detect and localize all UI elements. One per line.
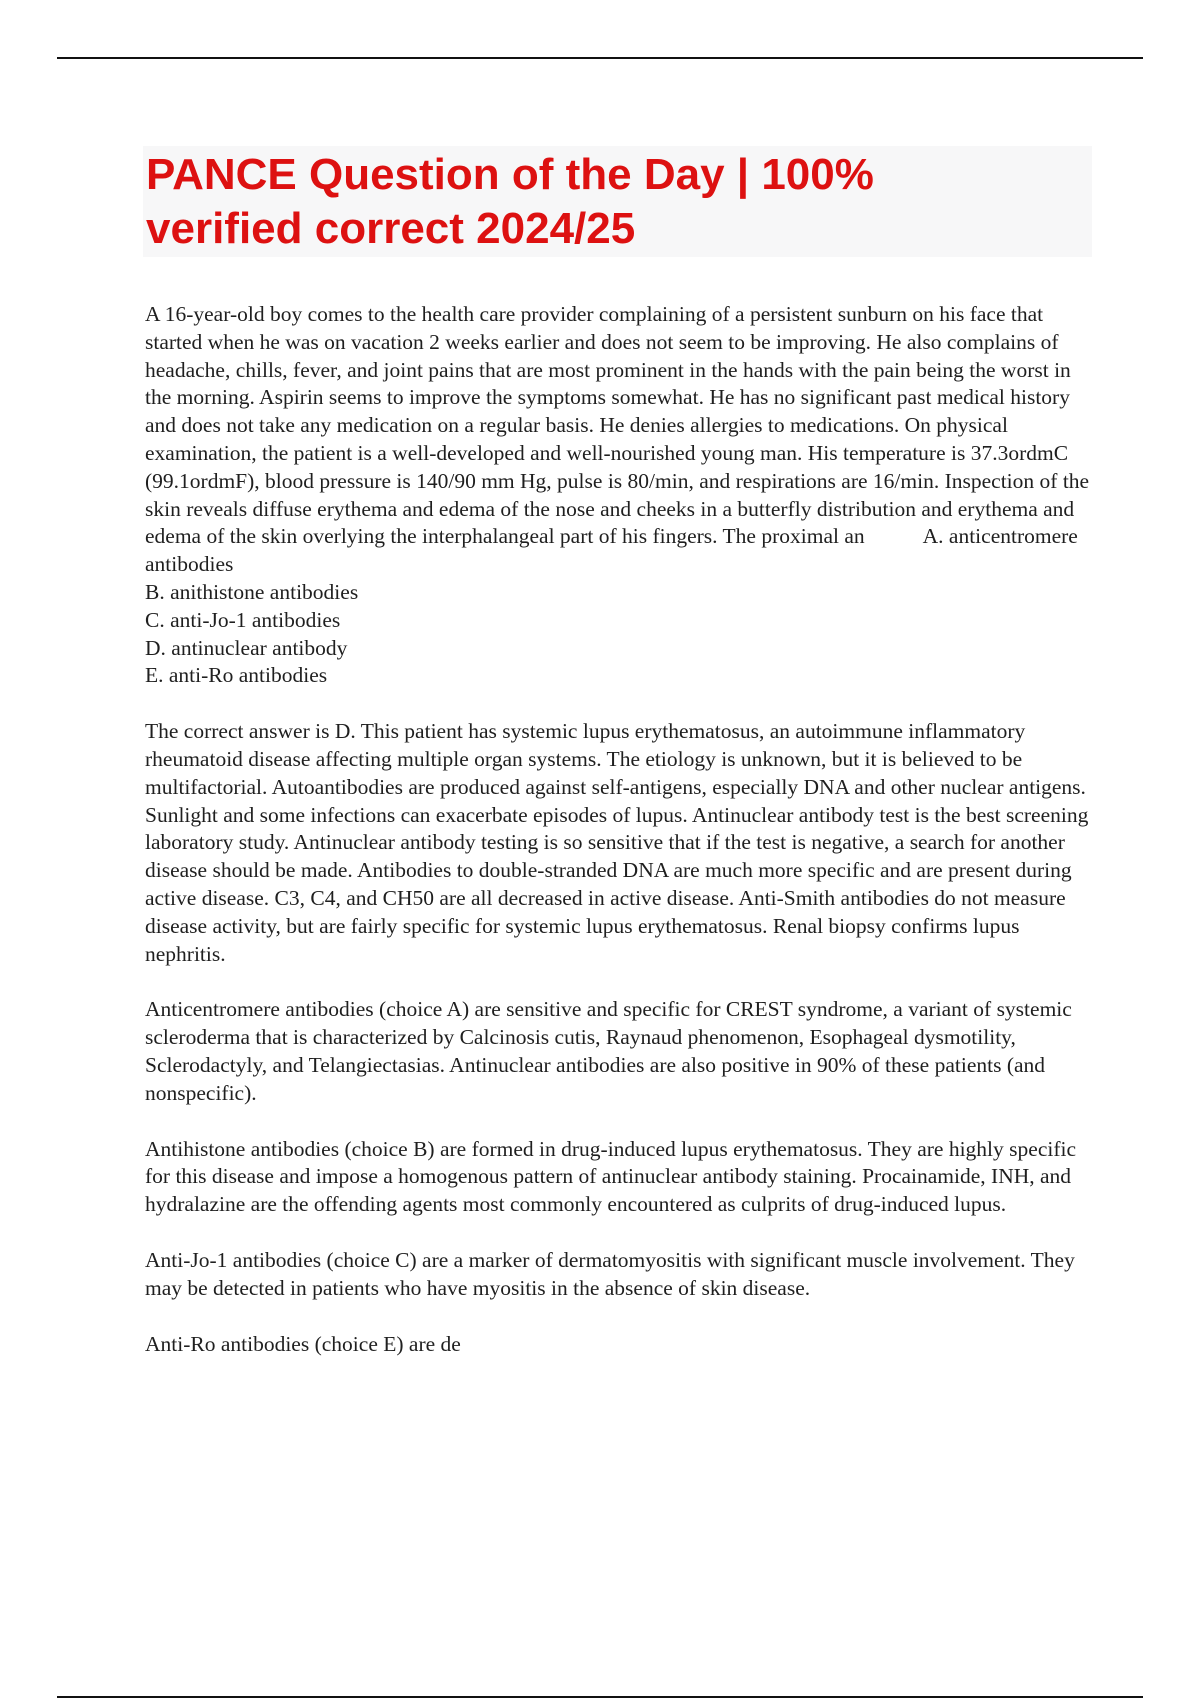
- answer-options: [145, 579, 1090, 690]
- bottom-rule: [57, 1696, 1143, 1698]
- document-body: [145, 301, 1090, 1386]
- explanation-choice-c: Anti-Jo-1 antibodies (choice C) are a marker of dermatomyositis with significant muscle involvement. They may be detected in patients who have myositis in the absence of skin disease.: [145, 1247, 1075, 1300]
- option-a: A. anticentromere antibodies: [145, 524, 1078, 577]
- explanation-correct-answer: The correct answer is D. This patient has systemic lupus erythematosus, an autoimmune inflammatory rheumatoid disease affecting multiple organ systems. The etiology is unknown, but it is believed to be multifactorial. Autoantibodies are produced against self-antigens, especially DNA and other nuclear antigens. Sunlight and some infections can exacerbate episodes of lupus. Antinuclear antibody test is the best screening laboratory study. Antinuclear antibody testing is so sensitive that if the test is negative, a search for another disease should be made. Antibodies to double-stranded DNA are much more specific and are present during active disease. C3, C4, and CH50 are all decreased in active disease. Anti-Smith antibodies do not measure disease activity, but are fairly specific for systemic lupus erythematosus. Renal biopsy confirms lupus nephritis.: [145, 719, 1089, 966]
- option-c: C. anti-Jo-1 antibodies: [145, 607, 341, 632]
- top-rule: [57, 57, 1143, 59]
- option-b: B. anithistone antibodies: [145, 579, 359, 604]
- question-stem: A 16-year-old boy comes to the health care provider complaining of a persistent sunburn on his face that started when he was on vacation 2 weeks earlier and does not seem to be improving. He also complains of headache, chills, fever, and joint pains that are most prominent in the hands with the pain being the worst in the morning. Aspirin seems to improve the symptoms somewhat. He has no significant past medical history and does not take any medication on a regular basis. He denies allergies to medications. On physical examination, the patient is a well-developed and well-nourished young man. His temperature is 37.3ordmC (99.1ordmF), blood pressure is 140/90 mm Hg, pulse is 80/min, and respirations are 16/min. Inspection of the skin reveals diffuse erythema and edema of the nose and cheeks in a butterfly distribution and erythema and edema of the skin overlying the interphalangeal part of his fingers. The proximal an: [145, 302, 1090, 549]
- option-e: E. anti-Ro antibodies: [145, 663, 328, 688]
- title-banner: [143, 146, 1092, 257]
- option-d: D. antinuclear antibody: [145, 635, 348, 660]
- explanation-choice-b: Antihistone antibodies (choice B) are formed in drug-induced lupus erythematosus. They are highly specific for this disease and impose a homogenous pattern of antinuclear antibody staining. Procainamide, INH, and hydralazine are the offending agents most commonly encountered as culprits of drug-induced lupus.: [145, 1136, 1077, 1217]
- explanation-choice-e: Anti-Ro antibodies (choice E) are de: [145, 1331, 461, 1356]
- document-title: PANCE Question of the Day | 100% verified correct 2024/25: [146, 150, 874, 253]
- question-stem-paragraph: [145, 301, 1090, 579]
- explanation-choice-a: Anticentromere antibodies (choice A) are sensitive and specific for CREST syndrome, a variant of systemic scleroderma that is characterized by Calcinosis cutis, Raynaud phenomenon, Esophageal dysmotility, Sclerodactyly, and Telangiectasias. Antinuclear antibodies are also positive in 90% of these patients (and nonspecific).: [145, 997, 1072, 1105]
